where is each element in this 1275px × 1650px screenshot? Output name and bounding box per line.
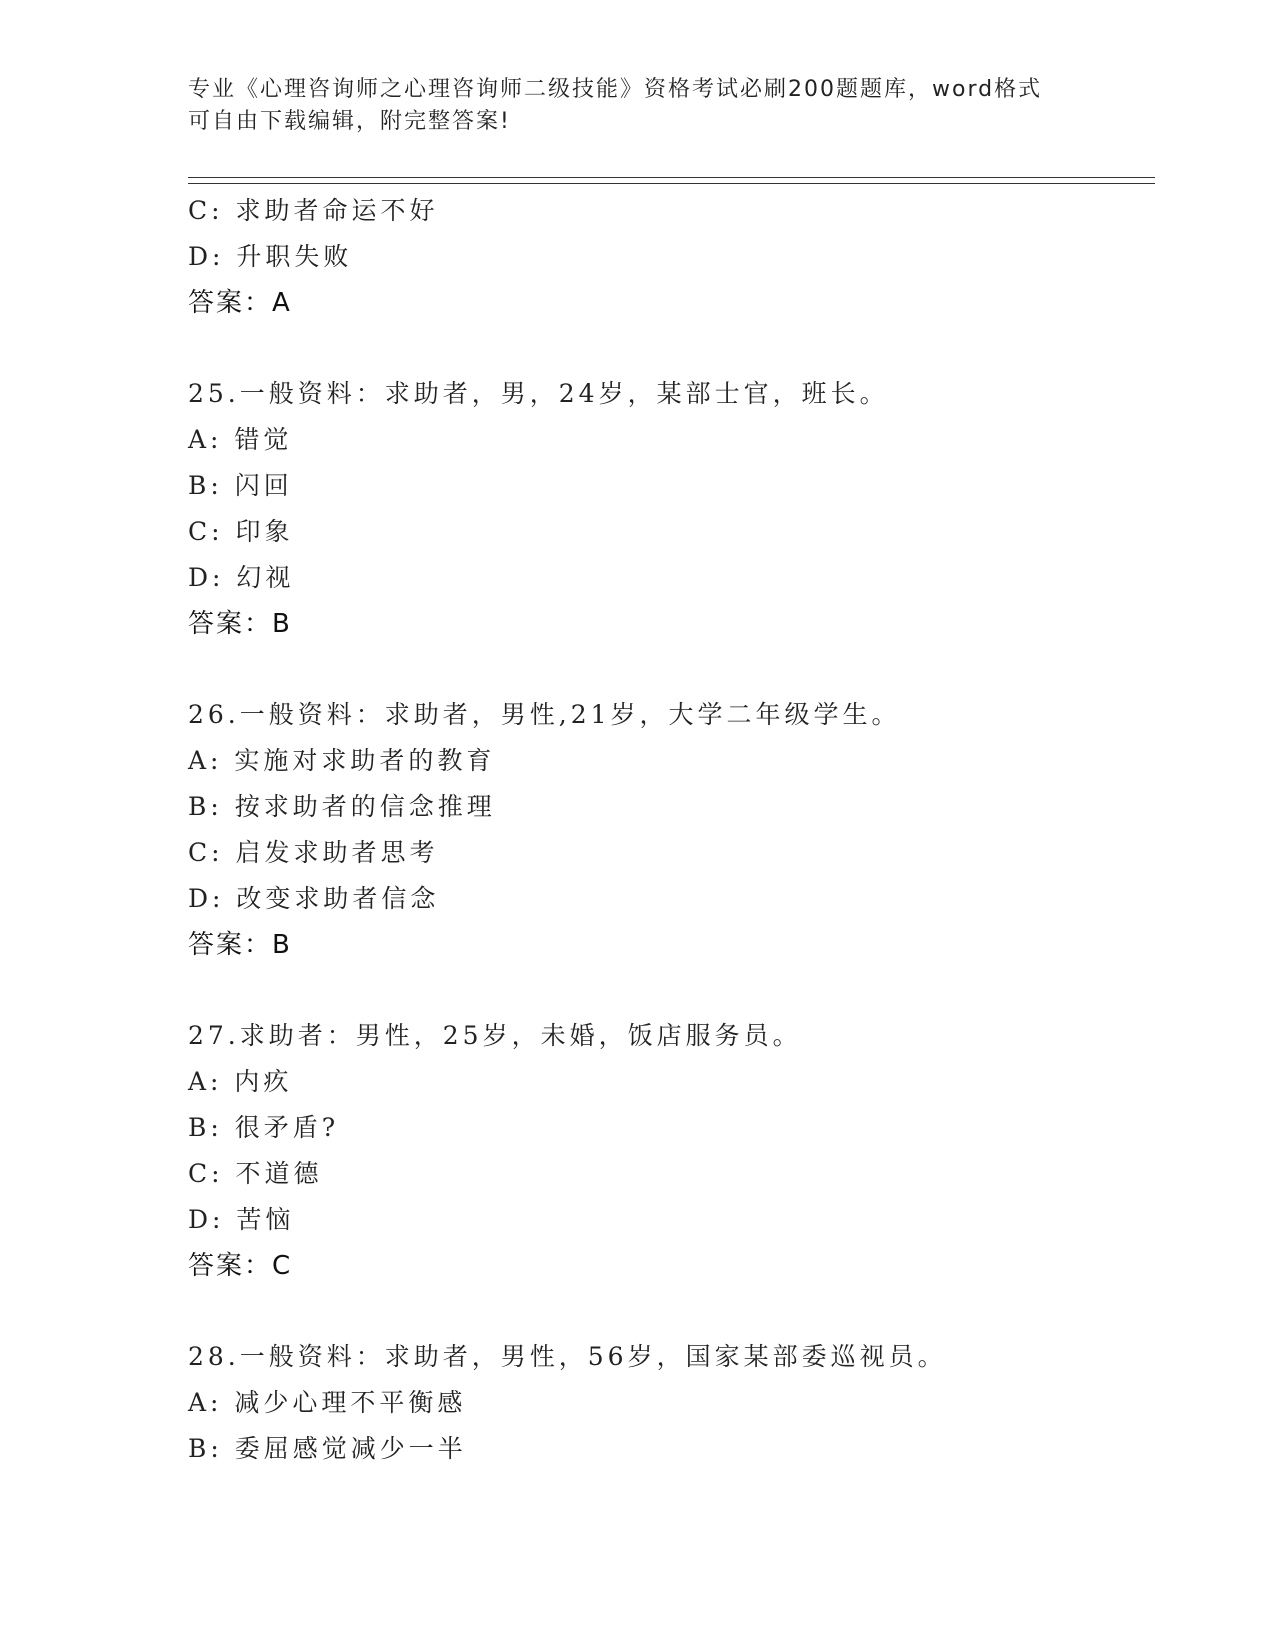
option-c: C: 印象	[188, 517, 294, 546]
question-stem: 27.求助者：男性，25岁，未婚，饭店服务员。	[188, 1021, 802, 1050]
header-line-1: 专业《心理咨询师之心理咨询师二级技能》资格考试必刷200题题库，word格式	[188, 77, 1043, 102]
header-line-2: 可自由下载编辑，附完整答案!	[188, 109, 511, 134]
question-26	[188, 692, 1148, 968]
option-b: B: 很矛盾?	[188, 1113, 340, 1142]
question-list	[188, 188, 1148, 1472]
answer-line: 答案：A	[188, 288, 292, 318]
answer-line: 答案：B	[188, 930, 292, 960]
option-d: D: 幻视	[188, 563, 295, 592]
header-divider	[188, 177, 1155, 184]
answer-line: 答案：B	[188, 609, 292, 639]
option-c: C: 求助者命运不好	[188, 196, 439, 225]
question-27	[188, 1013, 1148, 1289]
previous-question-tail	[188, 188, 1148, 326]
question-stem: 28.一般资料：求助者，男性，56岁，国家某部委巡视员。	[188, 1342, 947, 1371]
option-b: B: 闪回	[188, 471, 293, 500]
question-stem: 26.一般资料：求助者，男性,21岁，大学二年级学生。	[188, 700, 901, 729]
option-b: B: 按求助者的信念推理	[188, 792, 496, 821]
option-d: D: 苦恼	[188, 1205, 295, 1234]
document-header	[188, 74, 1068, 138]
option-d: D: 升职失败	[188, 242, 353, 271]
option-d: D: 改变求助者信念	[188, 884, 440, 913]
question-28	[188, 1334, 1148, 1472]
option-c: C: 启发求助者思考	[188, 838, 439, 867]
question-25	[188, 371, 1148, 647]
option-a: A: 减少心理不平衡感	[188, 1388, 467, 1417]
option-a: A: 实施对求助者的教育	[188, 746, 496, 775]
option-a: A: 错觉	[188, 425, 293, 454]
option-b: B: 委屈感觉减少一半	[188, 1434, 467, 1463]
question-stem: 25.一般资料：求助者，男，24岁，某部士官，班长。	[188, 379, 889, 408]
option-a: A: 内疚	[188, 1067, 293, 1096]
answer-line: 答案：C	[188, 1251, 293, 1281]
option-c: C: 不道德	[188, 1159, 323, 1188]
